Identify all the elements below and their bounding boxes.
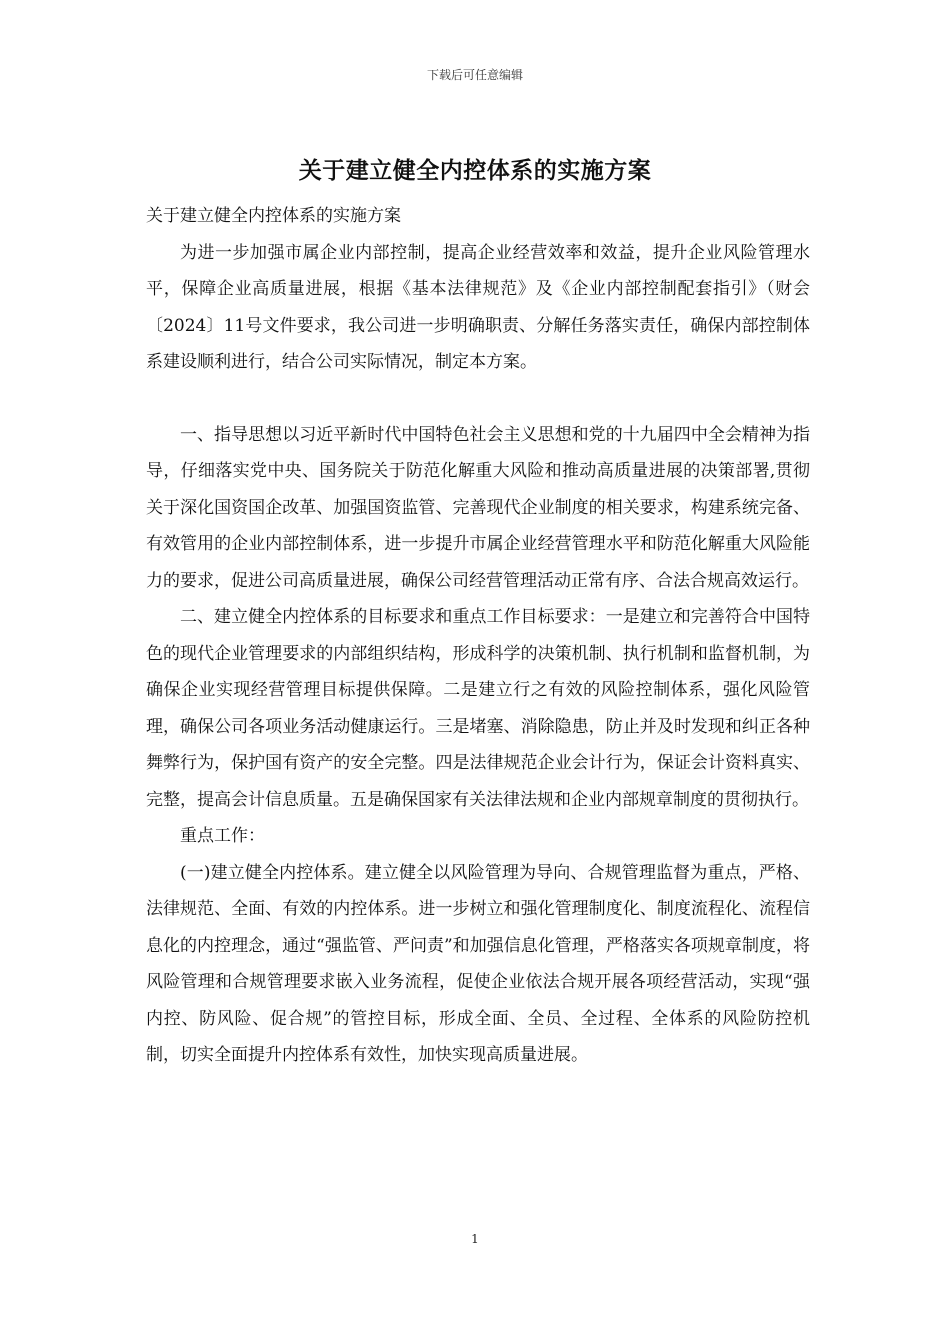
paragraph-key-work-heading: 重点工作：: [180, 826, 265, 846]
document-title: 关于建立健全内控体系的实施方案: [298, 157, 652, 184]
paragraph-key-work-1: (一)建立健全内控体系。建立健全以风险管理为导向、合规管理监督为重点，严格、法律规范、全面、有效的内控体系。进一步树立和强化管理制度化、制度流程化、流程信息化的内控理念，通过“强监管、严问责”和加强信息化管理，严格落实各项规章制度，将风险管理和合规管理要求嵌入业务流程，促使企业依法合规开展各项经营活动，实现“强内控、防风险、促合规”的管控目标，形成全面、全员、全过程、全体系的风险防控机制，切实全面提升内控体系有效性，加快实现高质量进展。: [146, 862, 810, 1065]
document-subtitle: 关于建立健全内控体系的实施方案: [146, 206, 401, 226]
paragraph-intro: 为进一步加强市属企业内部控制，提高企业经营效率和效益，提升企业风险管理水平，保障企业高质量进展，根据《基本法律规范》及《企业内部控制配套指引》（财会〔2024〕11号文件要求，我公司进一步明确职责、分解任务落实责任，确保内部控制体系建设顺利进行，结合公司实际情况，制定本方案。: [146, 242, 810, 372]
page-number: 1: [471, 1232, 479, 1246]
header-note: 下载后可任意编辑: [426, 68, 523, 82]
document-body: [146, 198, 810, 1074]
paragraph-gap: [146, 381, 810, 417]
paragraph-guiding-ideology: 一、指导思想以习近平新时代中国特色社会主义思想和党的十九届四中全会精神为指导，仔细落实党中央、国务院关于防范化解重大风险和推动高质量进展的决策部署,贯彻关于深化国资国企改革、加强国资监管、完善现代企业制度的相关要求，构建系统完备、有效管用的企业内部控制体系，进一步提升市属企业经营管理水平和防范化解重大风险能力的要求，促进公司高质量进展，确保公司经营管理活动正常有序、合法合规高效运行。: [146, 424, 810, 591]
paragraph-goals: 二、建立健全内控体系的目标要求和重点工作目标要求：一是建立和完善符合中国特色的现代企业管理要求的内部组织结构，形成科学的决策机制、执行机制和监督机制，为确保企业实现经营管理目标提供保障。二是建立行之有效的风险控制体系，强化风险管理，确保公司各项业务活动健康运行。三是堵塞、消除隐患，防止并及时发现和纠正各种舞弊行为，保护国有资产的安全完整。四是法律规范企业会计行为，保证会计资料真实、完整，提高会计信息质量。五是确保国家有关法律法规和企业内部规章制度的贯彻执行。: [146, 607, 810, 810]
